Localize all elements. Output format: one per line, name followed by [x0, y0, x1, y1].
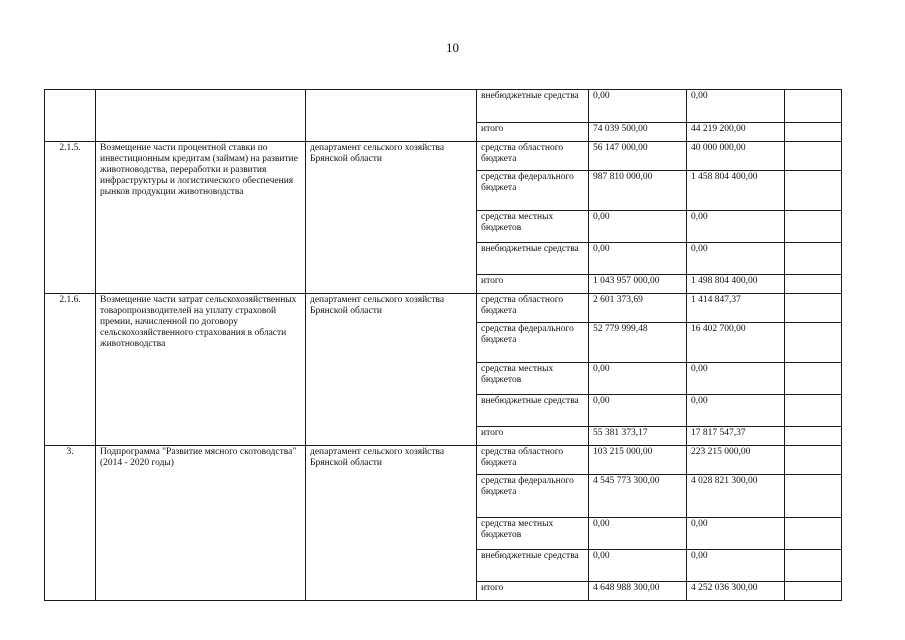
budget-table-body — [45, 90, 842, 601]
funding-source: средства областного бюджета — [477, 294, 589, 323]
amount-col-2: 0,00 — [687, 550, 785, 582]
page-number: 10 — [446, 40, 459, 55]
amount-col-1: 0,00 — [589, 363, 687, 395]
amount-col-1: 0,00 — [589, 243, 687, 275]
amount-col-1: 987 810 000,00 — [589, 171, 687, 211]
item-number: 2.1.6. — [45, 294, 96, 446]
funding-source: средства местных бюджетов — [477, 211, 589, 243]
funding-source: средства федерального бюджета — [477, 475, 589, 518]
amount-col-2: 0,00 — [687, 90, 785, 123]
item-number: 2.1.5. — [45, 142, 96, 294]
amount-col-1: 4 648 988 300,00 — [589, 582, 687, 601]
amount-col-2: 44 219 200,00 — [687, 123, 785, 142]
funding-source: средства местных бюджетов — [477, 363, 589, 395]
amount-col-1: 0,00 — [589, 211, 687, 243]
amount-col-1: 74 039 500,00 — [589, 123, 687, 142]
blank-cell — [785, 582, 842, 601]
funding-source: средства областного бюджета — [477, 142, 589, 171]
blank-cell — [785, 275, 842, 294]
amount-col-2: 1 498 804 400,00 — [687, 275, 785, 294]
amount-col-2: 0,00 — [687, 363, 785, 395]
blank-cell — [785, 243, 842, 275]
funding-source: средства федерального бюджета — [477, 323, 589, 363]
funding-source: внебюджетные средства — [477, 550, 589, 582]
funding-source: внебюджетные средства — [477, 90, 589, 123]
item-name: Подпрограмма "Развитие мясного скотоводства" (2014 - 2020 годы) — [96, 446, 306, 601]
table-row — [45, 446, 842, 475]
item-executor: департамент сельского хозяйства Брянской области — [306, 294, 477, 446]
funding-source: итого — [477, 123, 589, 142]
funding-source: итого — [477, 275, 589, 294]
blank-cell — [785, 395, 842, 427]
amount-col-2: 16 402 700,00 — [687, 323, 785, 363]
amount-col-1: 0,00 — [589, 90, 687, 123]
funding-source: средства федерального бюджета — [477, 171, 589, 211]
blank-cell — [785, 427, 842, 446]
amount-col-1: 4 545 773 300,00 — [589, 475, 687, 518]
funding-source: внебюджетные средства — [477, 243, 589, 275]
amount-col-1: 55 381 373,17 — [589, 427, 687, 446]
amount-col-2: 0,00 — [687, 211, 785, 243]
amount-col-1: 0,00 — [589, 518, 687, 550]
blank-cell — [785, 550, 842, 582]
blank-cell — [785, 90, 842, 123]
amount-col-1: 56 147 000,00 — [589, 142, 687, 171]
table-row — [45, 90, 842, 123]
item-number — [45, 90, 96, 142]
item-executor — [306, 90, 477, 142]
amount-col-2: 40 000 000,00 — [687, 142, 785, 171]
blank-cell — [785, 363, 842, 395]
amount-col-2: 0,00 — [687, 395, 785, 427]
blank-cell — [785, 518, 842, 550]
amount-col-1: 1 043 957 000,00 — [589, 275, 687, 294]
blank-cell — [785, 446, 842, 475]
item-number: 3. — [45, 446, 96, 601]
blank-cell — [785, 142, 842, 171]
amount-col-2: 223 215 000,00 — [687, 446, 785, 475]
blank-cell — [785, 211, 842, 243]
table-row — [45, 294, 842, 323]
amount-col-1: 52 779 999,48 — [589, 323, 687, 363]
blank-cell — [785, 171, 842, 211]
blank-cell — [785, 323, 842, 363]
amount-col-2: 17 817 547,37 — [687, 427, 785, 446]
amount-col-2: 4 028 821 300,00 — [687, 475, 785, 518]
amount-col-2: 0,00 — [687, 243, 785, 275]
item-name: Возмещение части процентной ставки по инвестиционным кредитам (займам) на развитие животноводства, переработки и развития инфраструктуры и логистического обеспечения рынков продукции животноводства — [96, 142, 306, 294]
blank-cell — [785, 294, 842, 323]
funding-source: внебюджетные средства — [477, 395, 589, 427]
funding-source: итого — [477, 427, 589, 446]
funding-source: средства местных бюджетов — [477, 518, 589, 550]
amount-col-2: 1 414 847,37 — [687, 294, 785, 323]
amount-col-2: 4 252 036 300,00 — [687, 582, 785, 601]
table-row — [45, 142, 842, 171]
amount-col-2: 0,00 — [687, 518, 785, 550]
blank-cell — [785, 123, 842, 142]
item-executor: департамент сельского хозяйства Брянской области — [306, 142, 477, 294]
item-executor: департамент сельского хозяйства Брянской области — [306, 446, 477, 601]
budget-table — [44, 89, 842, 601]
amount-col-1: 103 215 000,00 — [589, 446, 687, 475]
amount-col-1: 0,00 — [589, 395, 687, 427]
amount-col-1: 2 601 373,69 — [589, 294, 687, 323]
item-name: Возмещение части затрат сельскохозяйственных товаропроизводителей на уплату страховой премии, начисленной по договору сельскохозяйственного страхования в области животноводства — [96, 294, 306, 446]
funding-source: итого — [477, 582, 589, 601]
amount-col-1: 0,00 — [589, 550, 687, 582]
item-name — [96, 90, 306, 142]
blank-cell — [785, 475, 842, 518]
amount-col-2: 1 458 804 400,00 — [687, 171, 785, 211]
funding-source: средства областного бюджета — [477, 446, 589, 475]
